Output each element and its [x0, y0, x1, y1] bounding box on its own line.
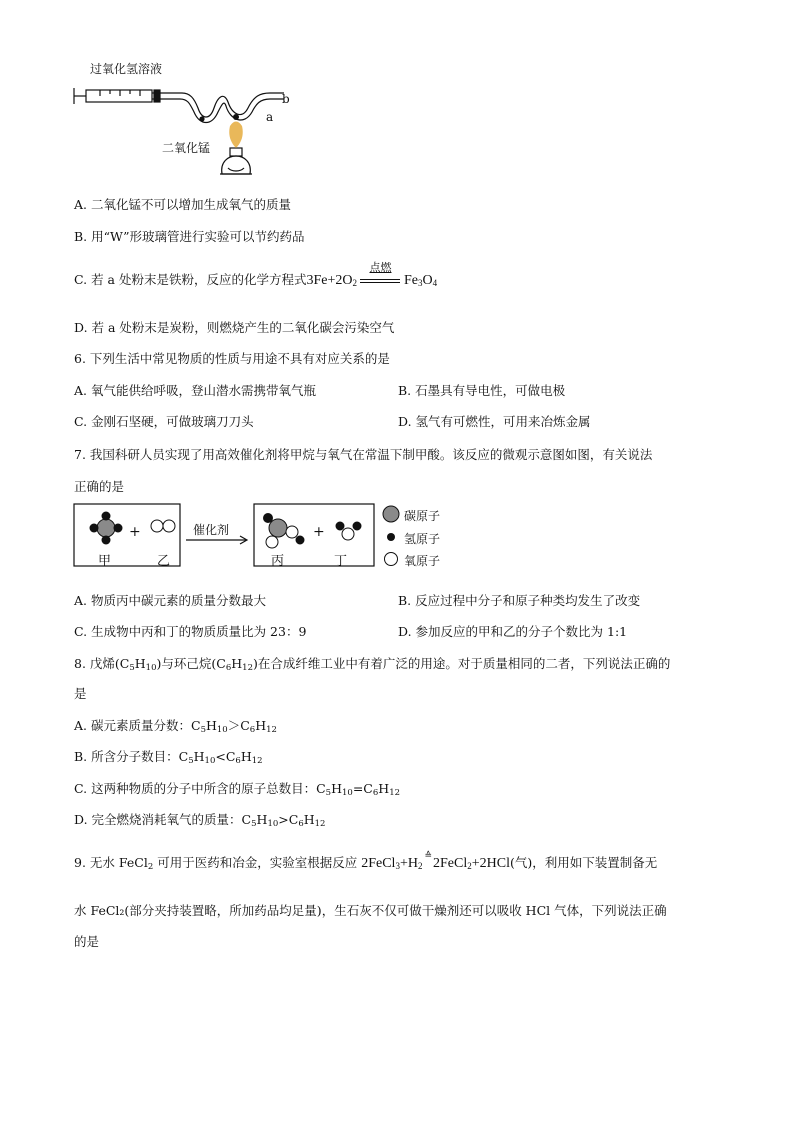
q8-option-c[interactable]: C. 这两种物质的分子中所含的原子总数目：$C_5H_{10}=C_6H_{12}$	[74, 781, 401, 798]
q5-option-a[interactable]: A. 二氧化锰不可以增加生成氧气的质量	[74, 197, 291, 212]
q5-equation: $3Fe+2O_2$ 点燃 $Fe_3O_4$	[306, 273, 437, 288]
carbon-atom-icon	[383, 506, 399, 522]
q8-option-b[interactable]: B. 所含分子数目：$C_5H_{10}<C_6H_{12}$	[74, 749, 263, 766]
apparatus-drawing	[70, 76, 290, 188]
q7-stem-line1: 7. 我国科研人员实现了用高效催化剂将甲烷与氧气在常温下制甲酸。该反应的微观示意图如图，有关说法	[74, 447, 653, 462]
q7-option-b[interactable]: B. 反应过程中分子和原子种类均发生了改变	[398, 593, 641, 608]
q5-option-b[interactable]: B. 用“W”形玻璃管进行实验可以节约药品	[74, 229, 305, 244]
plus-sign-1: +	[129, 524, 141, 540]
q7-option-c[interactable]: C. 生成物中丙和丁的物质质量比为 23：9	[74, 624, 307, 639]
methane-molecule	[90, 512, 123, 545]
q5-option-c[interactable]	[74, 262, 438, 289]
q8-stem-line1: 8. 戊烯$(C_5H_{10})$与环己烷$(C_6H_{12})$在合成纤维工业中有着广泛的用途。对于质量相同的二者，下列说法正确的	[74, 656, 671, 673]
water-molecule	[336, 522, 361, 540]
q6-option-a[interactable]: A. 氧气能供给呼吸，登山潜水需携带氧气瓶	[74, 383, 316, 398]
legend-oxygen: 氧原子	[404, 554, 441, 568]
q7-option-d[interactable]: D. 参加反应的甲和乙的分子个数比为 1:1	[398, 624, 628, 639]
label-ding: 丁	[334, 554, 348, 569]
q8-stem-line2: 是	[74, 686, 87, 701]
label-b: b	[282, 92, 290, 106]
q9-stem-line1: 9. 无水 FeCl$_2$ 可用于医药和冶金，实验室根据反应 $2FeCl_3+H_2^≙2FeCl_2+2HCl$(气)，利用如下装置制备无	[74, 850, 658, 872]
formic-acid-molecule	[264, 514, 305, 549]
legend-carbon: 碳原子	[404, 509, 441, 523]
label-hydrogen-peroxide: 过氧化氢溶液	[90, 62, 163, 76]
catalyst-label: 催化剂	[193, 523, 230, 537]
q7-stem-line2: 正确的是	[74, 479, 125, 494]
hydrogen-atom-icon	[387, 533, 395, 541]
label-yi: 乙	[157, 554, 171, 569]
label-manganese-dioxide: 二氧化锰	[162, 141, 211, 155]
flame-icon	[229, 122, 243, 149]
q6-option-d[interactable]: D. 氢气有可燃性，可用来冶炼金属	[398, 414, 591, 429]
q9-stem-line2: 水 FeCl₂(部分夹持装置略，所加药品均足量)，生石灰不仅可做干燥剂还可以吸收 HCl 气体，下列说法正确	[74, 903, 667, 918]
condition-label: 点燃	[369, 262, 392, 274]
q5-option-d[interactable]: D. 若 a 处粉末是炭粉，则燃烧产生的二氧化碳会污染空气	[74, 320, 395, 335]
label-bing: 丙	[271, 554, 285, 569]
oxygen-molecule	[151, 520, 175, 532]
q6-option-b[interactable]: B. 石墨具有导电性，可做电极	[398, 383, 566, 398]
q7-option-a[interactable]: A. 物质丙中碳元素的质量分数最大	[74, 593, 266, 608]
legend-icons	[380, 504, 404, 568]
q5-option-c-text: C. 若 a 处粉末是铁粉，反应的化学方程式	[74, 272, 307, 287]
q9-stem-line3: 的是	[74, 934, 100, 949]
oxygen-atom-icon	[385, 553, 398, 566]
legend-hydrogen: 氢原子	[404, 532, 441, 546]
q6-option-c[interactable]: C. 金刚石坚硬，可做玻璃刀刀头	[74, 414, 254, 429]
q9-equation: $2FeCl_3+H_2^≙2FeCl_2+2HCl$	[361, 850, 510, 871]
q8-option-a[interactable]: A. 碳元素质量分数：$C_5H_{10}>C_6H_{12}$	[74, 718, 277, 735]
plus-sign-2: +	[313, 524, 325, 540]
label-a: a	[266, 110, 274, 124]
label-jia: 甲	[98, 554, 112, 569]
q8-option-d[interactable]: D. 完全燃烧消耗氧气的质量：$C_5H_{10}>C_6H_{12}$	[74, 812, 326, 829]
q6-stem: 6. 下列生活中常见物质的性质与用途不具有对应关系的是	[74, 351, 390, 366]
